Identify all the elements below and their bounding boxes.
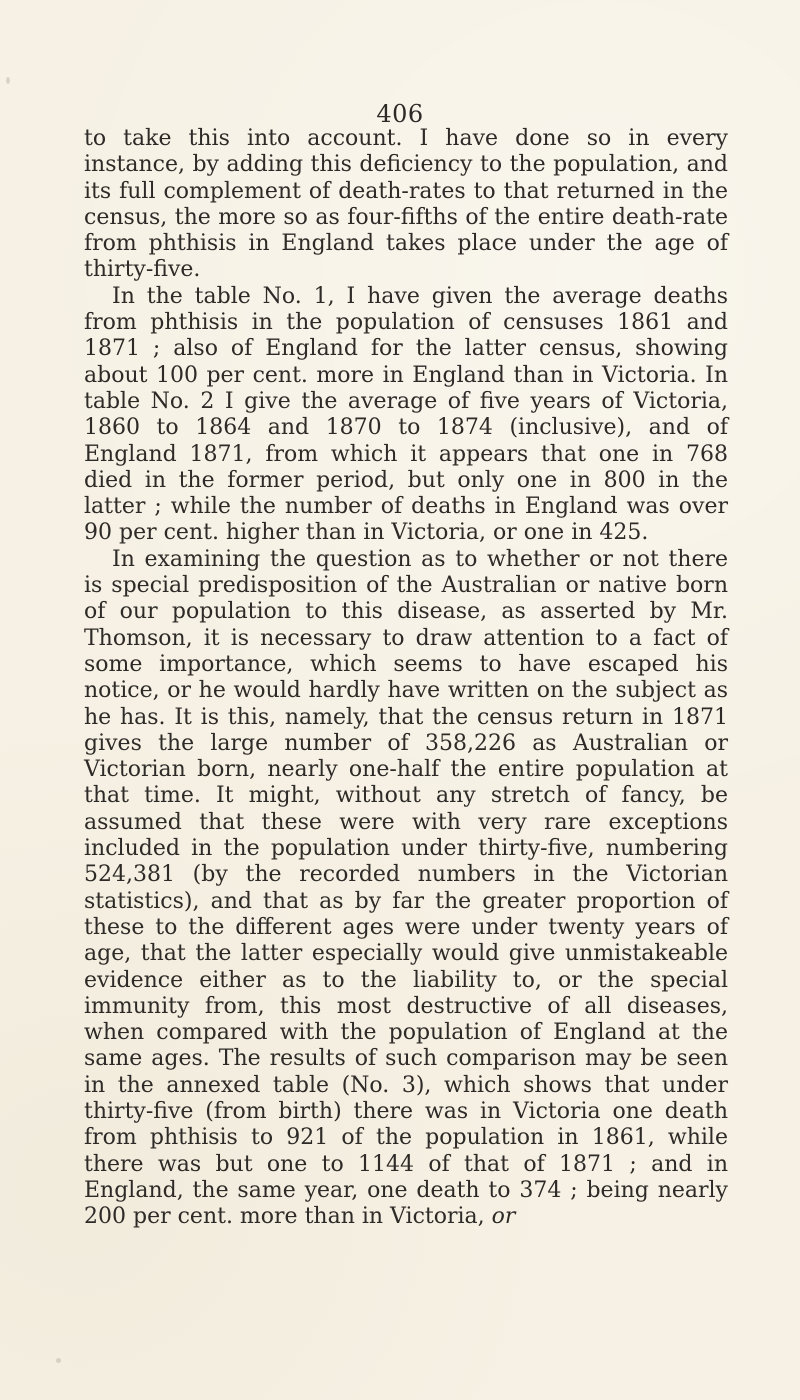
paragraph-continuation: to take this into account. I have done so in every instance, by adding this deficiency to the population, and its full complement of death-rates to that returned in the census, the more so as four-fifths of the entire death-rate from phthisis in England takes place under the age of thirty-five. — [84, 126, 728, 283]
trailing-word: or — [491, 1204, 516, 1230]
page-number: 406 — [376, 100, 424, 128]
paragraph-comparison — [84, 547, 728, 1231]
paragraph-comparison-text: In examining the question as to whether or not there is special predisposition of the Australian or native born of our population to this disease, as asserted by Mr. Thomson, it is necessary to draw attention to a fact of some importance, which seems to have escaped his notice, or he would hardly have written on the subject as he has. It is this, namely, that the census return in 1871 gives the large number of 358,226 as Australian or Victorian born, nearly one-half the entire population at that time. It might, without any stretch of fancy, be assumed that these were with very rare exceptions included in the population under thirty-five, numbering 524,381 (by the recorded numbers in the Victorian statistics), and that as by far the greater proportion of these to the different ages were under twenty years of age, that the latter especially would give unmistakeable evidence either as to the liability to, or the special immunity from, this most destructive of all diseases, when compared with the population of England at the same ages. The results of such comparison may be seen in the annexed table (No. 3), which shows that under thirty-five (from birth) there was in Victoria one death from phthisis to 921 of the population in 1861, while there was but one to 1144 of that of 1871 ; and in England, the same year, one death to 374 ; being nearly 200 per cent. more than in Victoria, — [84, 546, 728, 1230]
paragraph-table-summary: In the table No. 1, I have given the average deaths from phthisis in the population of censuses 1861 and 1871 ; also of England for the latter census, showing about 100 per cent. more in England than in Victoria. In table No. 2 I give the average of five years of Victoria, 1860 to 1864 and 1870 to 1874 (inclusive), and of England 1871, from which it appears that one in 768 died in the former period, but only one in 800 in the latter ; while the number of deaths in England was over 90 per cent. higher than in Victoria, or one in 425. — [84, 283, 728, 546]
paper-speck — [6, 77, 10, 84]
paper-speck — [56, 1358, 61, 1363]
body-text — [84, 126, 728, 1230]
